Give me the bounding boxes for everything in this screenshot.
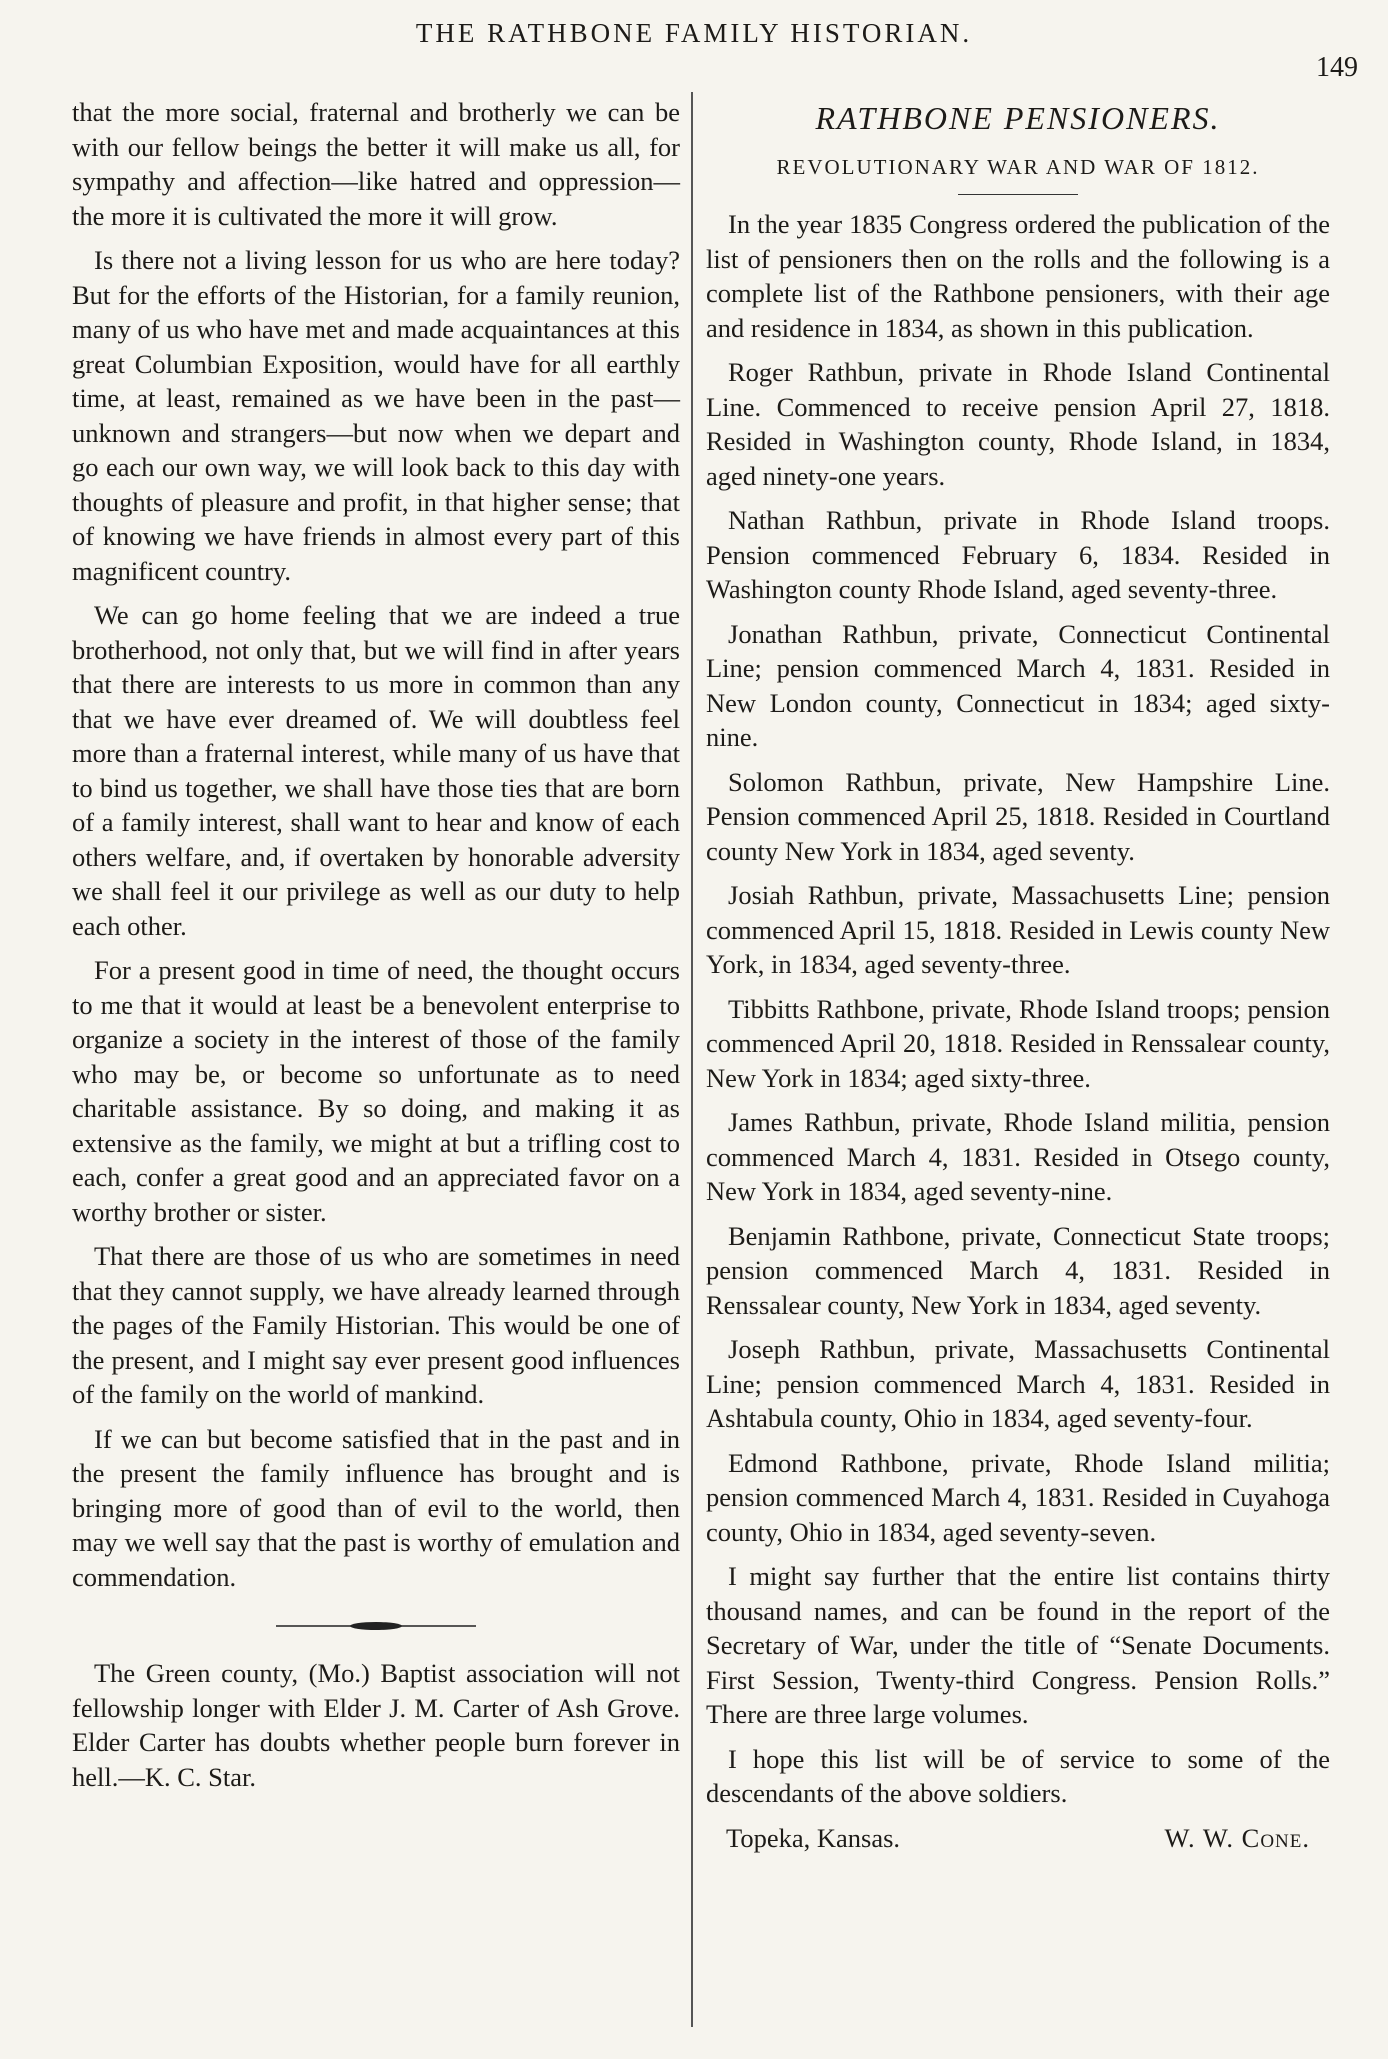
section-ornament [276, 1620, 476, 1632]
signature-place: Topeka, Kansas. [726, 1822, 901, 1853]
signature-block [706, 1821, 1330, 1856]
pensioner-entry: Solomon Rathbun, private, New Hampshire Line. Pension commenced April 25, 1818. Resided in Courtland county New York in 1834, aged seventy. [706, 766, 1330, 866]
signature-name: W. W. Cone. [1164, 1822, 1310, 1853]
page-number: 149 [1316, 52, 1358, 83]
column-divider [691, 92, 693, 2027]
left-paragraph: that the more social, fraternal and brotherly we can be with our fellow beings the better it will make us all, for sympathy and affection—like hatred and oppression—the more it is cultivated the more it will grow. [72, 97, 680, 231]
left-paragraph: Is there not a living lesson for us who are here today? But for the efforts of the Historian, for a family reunion, many of us who have met and made acquaintances at this great Columbian Exposition, would have for all earthly time, at least, remained as we have been in the past—unknown and strangers—but now when we depart and go each our own way, we will look back to this day with thoughts of pleasure and profit, in that higher sense; that of knowing we have friends in almost every part of this magnificent country. [72, 245, 680, 586]
pensioner-entry: James Rathbun, private, Rhode Island militia, pension commenced March 4, 1831. Resided in Otsego county, New York in 1834, aged seventy-nine. [706, 1107, 1330, 1206]
news-item: The Green county, (Mo.) Baptist association will not fellowship longer with Elder J. M. Carter of Ash Grove. Elder Carter has doubts whether people burn forever in hell.—K. C. Star. [72, 1658, 680, 1792]
closing-paragraph: I hope this list will be of service to some of the descendants of the above soldiers. [706, 1743, 1330, 1808]
left-paragraph: That there are those of us who are sometimes in need that they cannot supply, we have already learned through the pages of the Family Historian. This would be one of the present, and I might say ever present good influences of the family on the world of mankind. [72, 1241, 680, 1409]
running-title: THE RATHBONE FAMILY HISTORIAN. [415, 18, 973, 48]
right-column [706, 95, 1330, 1855]
pensioner-entry: Benjamin Rathbone, private, Connecticut State troops; pension commenced March 4, 1831. Resided in Renssalear county, New York in 1834, aged seventy. [706, 1220, 1330, 1320]
pensioner-entry: Jonathan Rathbun, private, Connecticut Continental Line; pension commenced March 4, 1831. Resided in New London county, Connecticut in 1834; aged sixty-nine. [706, 618, 1330, 752]
article-subtitle: REVOLUTIONARY WAR AND WAR OF 1812. [776, 154, 1260, 179]
pensioner-entry: Edmond Rathbone, private, Rhode Island militia; pension commenced March 4, 1831. Resided in Cuyahoga county, Ohio in 1834, aged seventy-seven. [706, 1447, 1330, 1547]
left-paragraph: If we can but become satisfied that in the past and in the present the family influence has brought and is bringing more of good than of evil to the world, then may we well say that the past is worthy of emulation and commendation. [72, 1423, 680, 1592]
intro-paragraph: In the year 1835 Congress ordered the publication of the list of pensioners then on the rolls and the following is a complete list of the Rathbone pensioners, with their age and residence in 1834, as shown in this publication. [706, 209, 1330, 343]
pensioner-entry: Tibbitts Rathbone, private, Rhode Island troops; pension commenced April 20, 1818. Resided in Renssalear county, New York in 1834; aged sixty-three. [706, 993, 1330, 1093]
pensioner-entry: Josiah Rathbun, private, Massachusetts Line; pension commenced April 15, 1818. Resided in Lewis county New York, in 1834, aged seventy-three. [706, 880, 1330, 979]
pensioner-entry: Roger Rathbun, private in Rhode Island Continental Line. Commenced to receive pension April 27, 1818. Resided in Washington county, Rhode Island, in 1834, aged ninety-one years. [706, 357, 1330, 491]
left-paragraph: We can go home feeling that we are indeed a true brotherhood, not only that, but we will find in after years that there are interests to us more in common than any that we have ever dreamed of. We will doubtless feel more than a fraternal interest, while many of us have that to bind us together, we shall have those ties that are born of a family interest, shall want to hear and know of each others welfare, and, if overtaken by honorable adversity we shall feel it our privilege as well as our duty to help each other. [72, 600, 680, 941]
subtitle-rule [958, 194, 1078, 195]
pensioner-entry: Nathan Rathbun, private in Rhode Island troops. Pension commenced February 6, 1834. Resided in Washington county Rhode Island, aged seventy-three. [706, 505, 1330, 604]
pensioner-entry: Joseph Rathbun, private, Massachusetts Continental Line; pension commenced March 4, 1831. Resided in Ashtabula county, Ohio in 1834, aged seventy-four. [706, 1334, 1330, 1433]
left-paragraph: For a present good in time of need, the thought occurs to me that it would at least be a benevolent enterprise to organize a society in the interest of those of the family who may be, or become so unfortunate as to need charitable assistance. By so doing, and making it as extensive as the family, we might at but a trifling cost to each, confer a great good and an appreciated favor on a worthy brother or sister. [72, 955, 680, 1227]
closing-paragraph: I might say further that the entire list contains thirty thousand names, and can be found in the report of the Secretary of War, under the title of “Senate Documents. First Session, Twenty-third Congress. Pension Rolls.” There are three large volumes. [706, 1561, 1330, 1729]
left-column [72, 95, 680, 1804]
article-title: RATHBONE PENSIONERS. [815, 100, 1221, 136]
